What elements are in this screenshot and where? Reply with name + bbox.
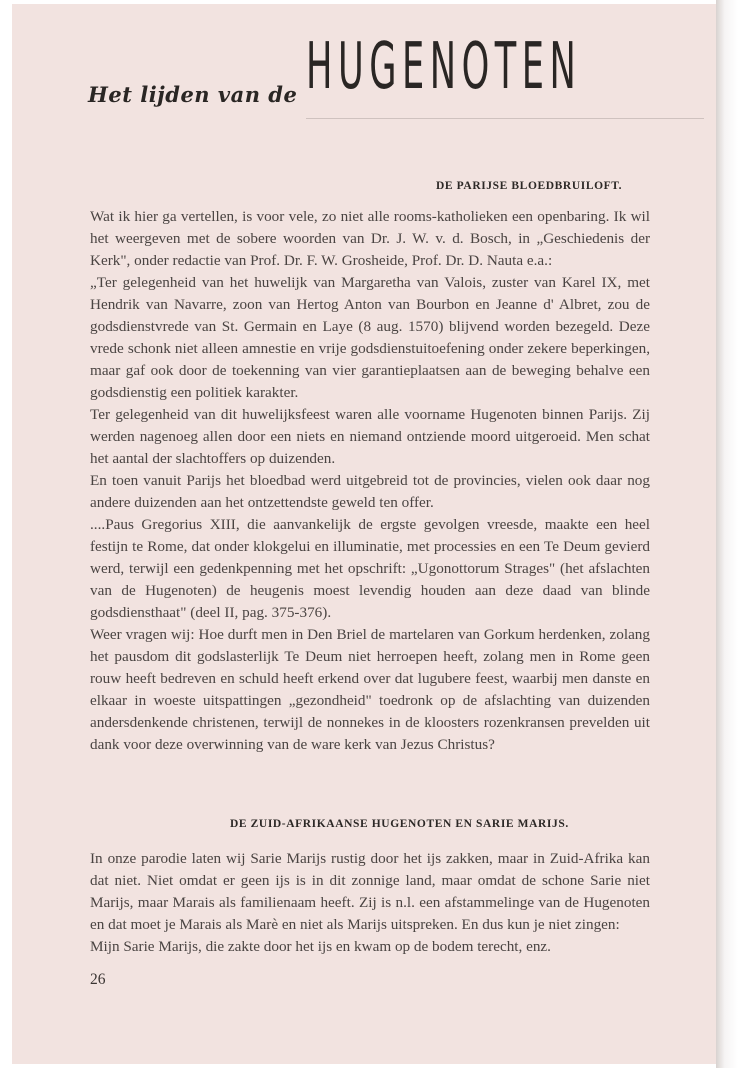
section-body-parijse-bloedbruiloft xyxy=(90,206,650,756)
section-body-zuid-afrikaanse-hugenoten xyxy=(90,848,650,958)
title-underline xyxy=(306,118,704,119)
page-edge-shadow xyxy=(716,0,738,1068)
paragraph: ....Paus Gregorius XIII, die aanvankelijk de ergste gevolgen vreesde, maakte een heel festijn te Rome, dat onder klokgelui en illuminatie, met processies en een Te Deum gevierd werd, terwijl een gedenkpenning met het opschrift: „Ugonottorum Strages" (het afslachten van de Hugenoten) de heugenis moest levendig houden aan deze daad van blinde godsdiensthaat" (deel II, pag. 375-376). xyxy=(90,516,650,621)
paragraph: Mijn Sarie Marijs, die zakte door het ijs en kwam op de bodem terecht, enz. xyxy=(90,938,551,955)
section-heading-parijse-bloedbruiloft: DE PARIJSE BLOEDBRUILOFT. xyxy=(436,180,623,192)
paragraph: En toen vanuit Parijs het bloedbad werd uitgebreid tot de provincies, vielen ook daar nog andere duizenden aan het ontzettendste geweld ten offer. xyxy=(90,472,650,511)
page-number: 26 xyxy=(90,971,106,988)
paragraph: „Ter gelegenheid van het huwelijk van Margaretha van Valois, zuster van Karel IX, met Hendrik van Navarre, zoon van Hertog Anton van Bourbon en Jeanne d' Albret, zou de godsdienstvrede van St. Germain en Laye (8 aug. 1570) blijvend worden bezegeld. Deze vrede schonk niet alleen amnestie en vrije godsdienstuitoefening onder zekere beperkingen, maar gaf ook door de toekenning van vier garantieplaatsen aan de beweging behalve een godsdienstig een politiek karakter. xyxy=(90,274,650,401)
paragraph: In onze parodie laten wij Sarie Marijs rustig door het ijs zakken, maar in Zuid-Afrika kan dat niet. Niet omdat er geen ijs is in dit zonnige land, maar omdat de schone Sarie niet Marijs, maar Marais als familienaam heeft. Zij is n.l. een afstammelinge van de Hugenoten en dat moet je Marais als Marè en niet als Marijs uitspreken. En dus kun je niet zingen: xyxy=(90,850,650,933)
section-heading-zuid-afrikaanse-hugenoten: DE ZUID-AFRIKAANSE HUGENOTEN EN SARIE MARIJS. xyxy=(230,818,569,830)
paragraph: Wat ik hier ga vertellen, is voor vele, zo niet alle rooms-katholieken een openbaring. Ik wil het weergeven met de sobere woorden van Dr. J. W. v. d. Bosch, in „Geschiedenis der Kerk", onder redactie van Prof. Dr. F. W. Grosheide, Prof. Dr. D. Nauta e.a.: xyxy=(90,208,650,269)
title-subtitle: Het lijden van de xyxy=(88,82,298,107)
paragraph: Weer vragen wij: Hoe durft men in Den Briel de martelaren van Gorkum herdenken, zolang het pausdom dit godslasterlijk Te Deum niet herroepen heeft, zolang men in Rome geen rouw heeft bedreven en schuld heeft erkend over dat lugubere feest, waarbij men danste en elkaar in woeste uitspattingen „gezondheid" toedronk op de afslachting van duizenden andersdenkende christenen, terwijl de nonnekes in de kloosters rozenkransen prevelden uit dank voor deze overwinning van de ware kerk van Jezus Christus? xyxy=(90,626,650,753)
title-block xyxy=(88,30,648,125)
page-title: HUGENOTEN xyxy=(306,30,582,104)
paragraph: Ter gelegenheid van dit huwelijksfeest waren alle voorname Hugenoten binnen Parijs. Zij werden nagenoeg allen door een niets en niemand ontziende moord uitgeroeid. Men schat het aantal der slachtoffers op duizenden. xyxy=(90,406,650,467)
